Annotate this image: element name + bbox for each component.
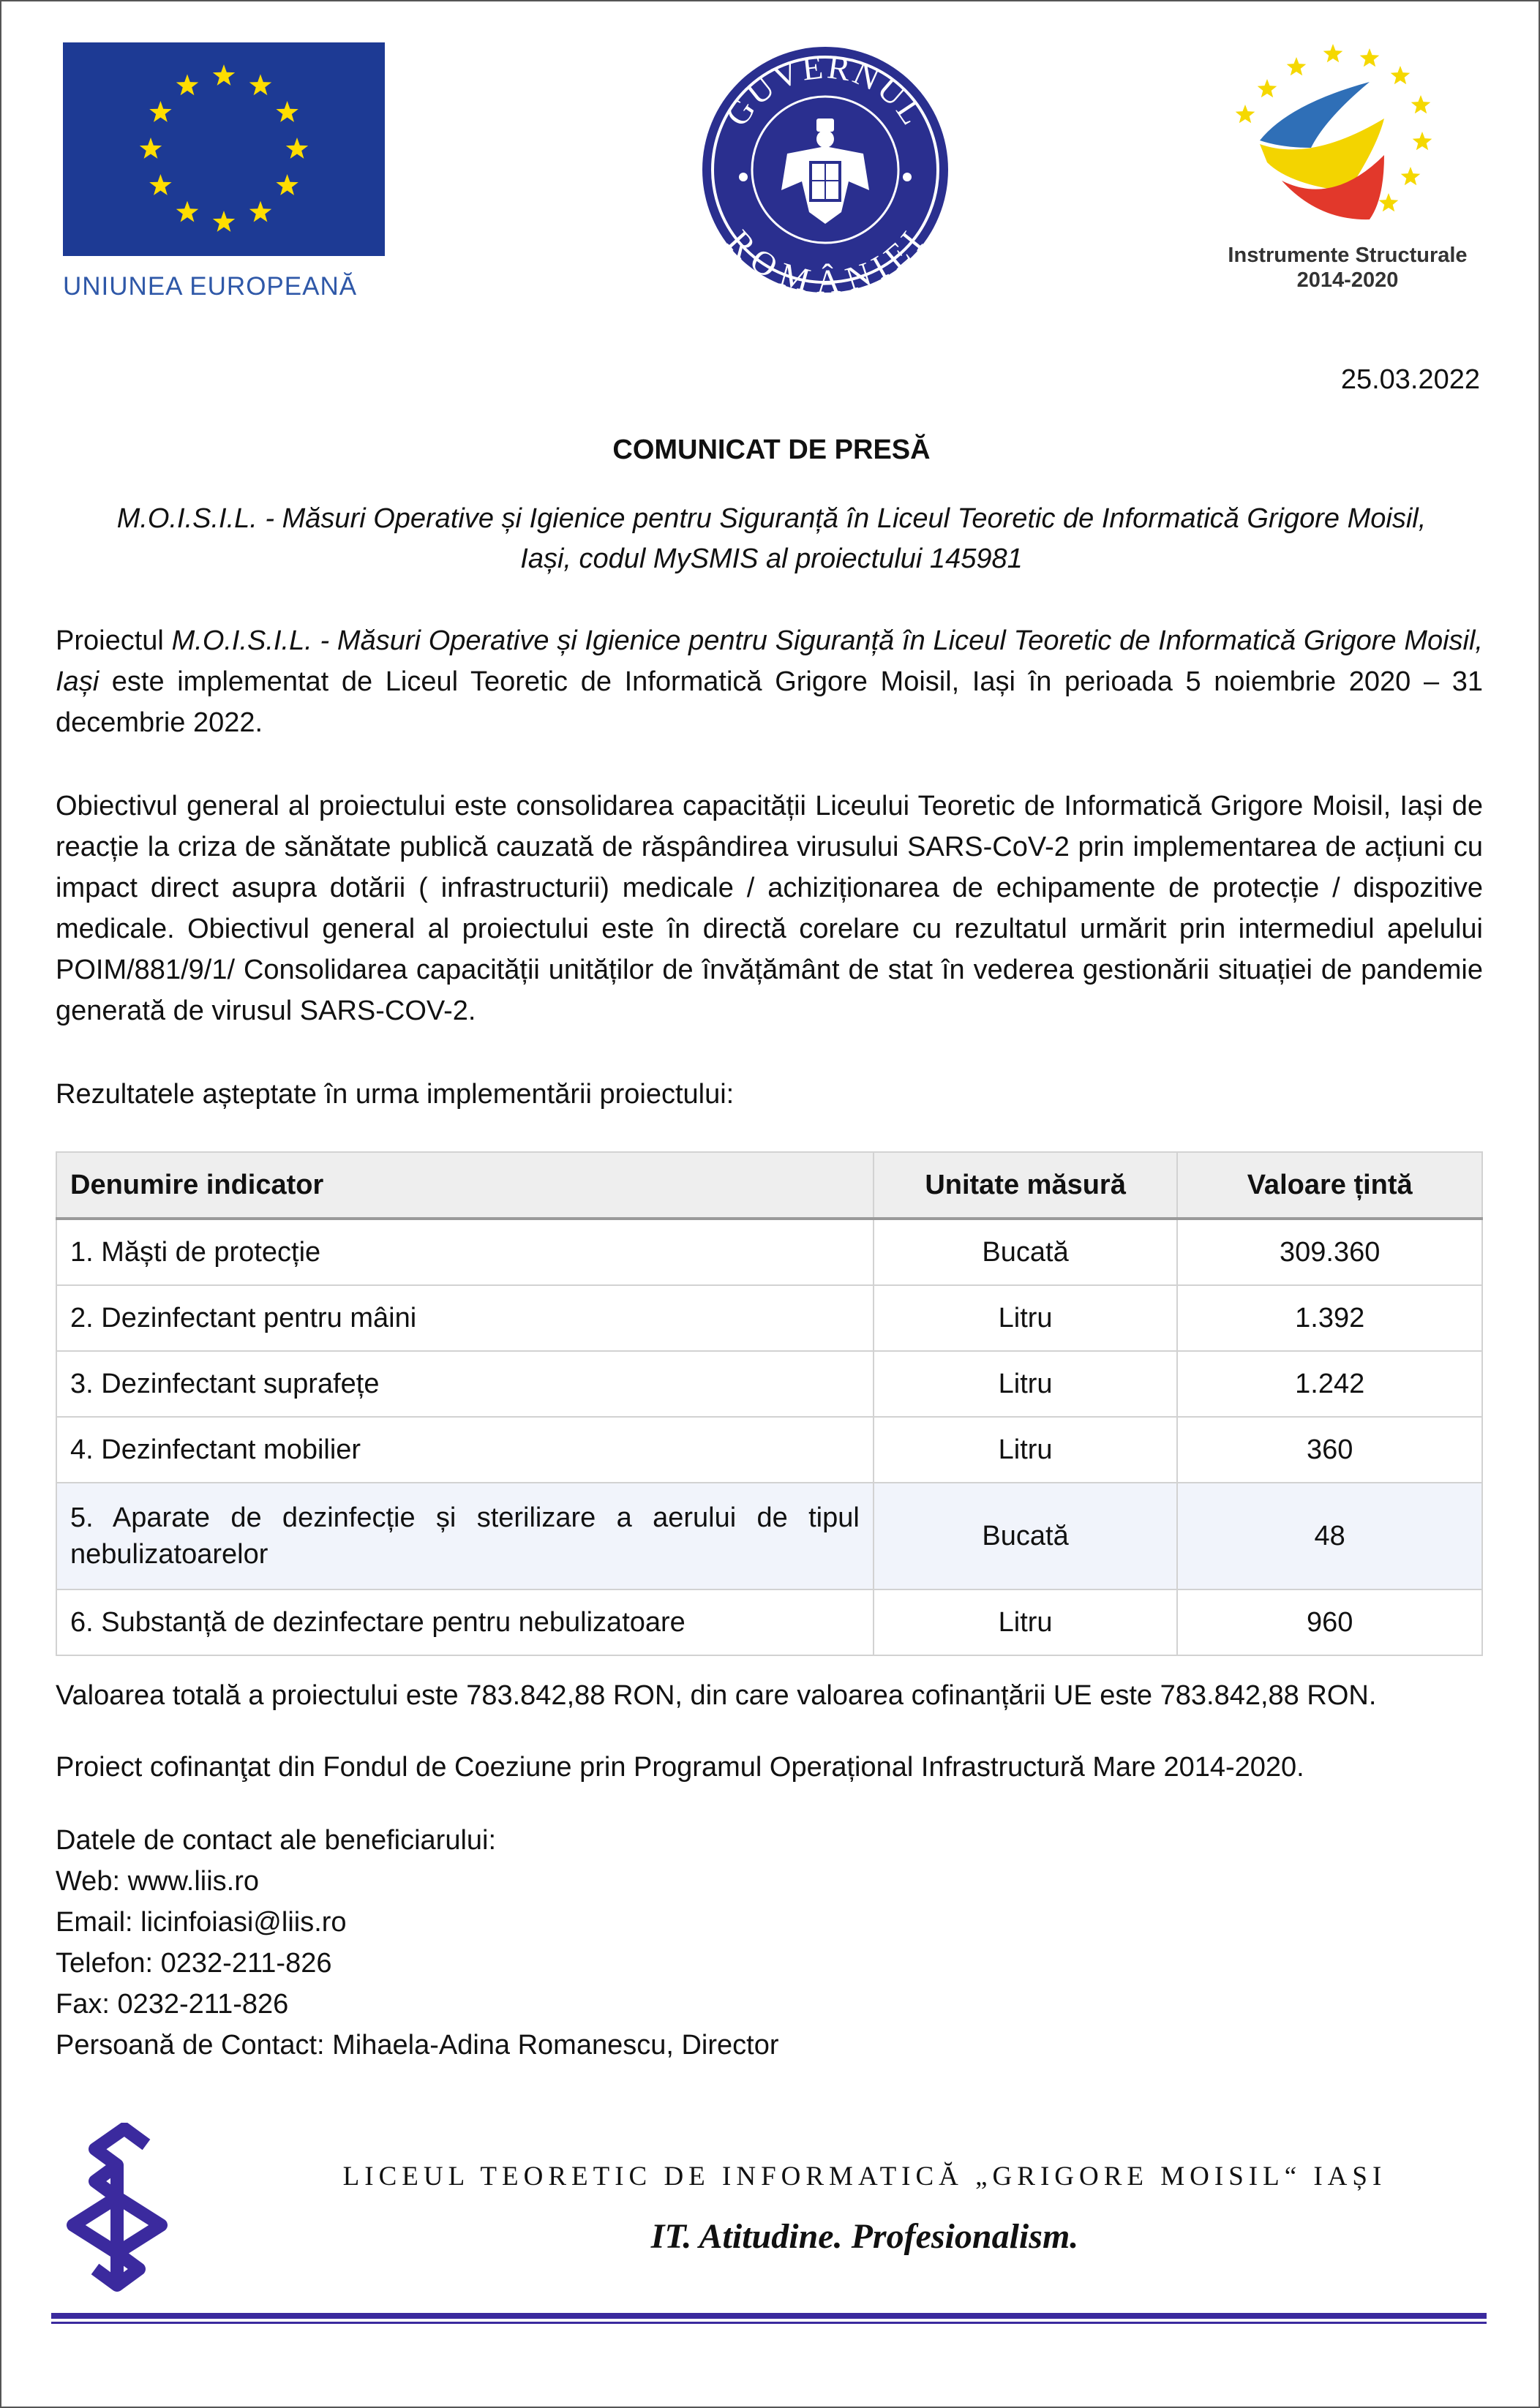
eu-star-icon (149, 174, 171, 195)
header-indicator-name: Denumire indicator (56, 1152, 874, 1219)
indicator-unit: Litru (874, 1351, 1178, 1417)
school-name: LICEUL TEORETIC DE INFORMATICĂ „GRIGORE MOISIL“ IAȘI (342, 2161, 1387, 2191)
eu-star-icon (176, 201, 198, 222)
table-header-row (56, 1152, 1482, 1219)
structural-instruments-logo (1201, 38, 1494, 301)
press-release-heading: COMUNICAT DE PRESĂ (612, 434, 931, 465)
is-star-icon (1411, 95, 1431, 113)
contact-title: Datele de contact ale beneficiarului: (56, 1825, 497, 1856)
press-release-date: 25.03.2022 (1340, 364, 1480, 395)
beneficiary-contact-block (56, 1820, 779, 2066)
cofinancing-paragraph: Proiect cofinanţat din Fondul de Coeziune prin Programul Operațional Infrastructură Mare 2014-2020. (56, 1752, 1304, 1783)
contact-fax: Fax: 0232-211-826 (56, 1989, 289, 2020)
project-intro-paragraph (56, 620, 1483, 743)
indicator-name: 6. Substanță de dezinfectare pentru nebulizatoare (56, 1589, 874, 1655)
eu-star-icon (213, 64, 235, 86)
indicator-value: 1.242 (1177, 1351, 1482, 1417)
school-logo-icon (44, 2123, 190, 2298)
indicator-unit: Bucată (874, 1219, 1178, 1285)
indicator-unit: Litru (874, 1417, 1178, 1483)
eu-star-icon (276, 174, 298, 195)
indicator-unit: Litru (874, 1285, 1178, 1351)
eu-star-icon (176, 74, 198, 95)
school-motto: IT. Atitudine. Profesionalism. (650, 2217, 1079, 2256)
seal-text-bottom: ROMÂNIEI (720, 222, 931, 296)
indicator-name: 3. Dezinfectant suprafețe (56, 1351, 874, 1417)
table-row (56, 1285, 1482, 1351)
indicator-name: 1. Măști de protecție (56, 1219, 874, 1285)
contact-email: Email: licinfoiasi@liis.ro (56, 1907, 347, 1938)
seal-text-top: GUVERNUL (718, 48, 933, 133)
intro-prefix: Proiectul (56, 625, 172, 656)
eu-logo (63, 42, 385, 301)
indicator-unit: Litru (874, 1589, 1178, 1655)
intro-suffix: este implementat de Liceul Teoretic de Informatică Grigore Moisil, Iași în perioada 5 noiembrie 2020 – 31 decembrie 2022. (56, 666, 1483, 738)
eu-star-icon (276, 101, 298, 122)
eu-flag-icon (63, 42, 385, 256)
eu-star-icon (249, 201, 271, 222)
table-row (56, 1589, 1482, 1655)
expected-results-label: Rezultatele așteptate în urma implementării proiectului: (56, 1079, 735, 1110)
is-star-icon (1323, 44, 1343, 62)
footer-divider-thin (51, 2322, 1487, 2324)
footer-divider (51, 2313, 1487, 2319)
indicator-value: 360 (1177, 1417, 1482, 1483)
is-star-icon (1413, 132, 1432, 150)
is-caption-line1: Instrumente Structurale (1228, 244, 1468, 267)
eu-star-icon (149, 101, 171, 122)
indicator-name: 2. Dezinfectant pentru mâini (56, 1285, 874, 1351)
is-star-icon (1379, 193, 1399, 211)
is-star-icon (1236, 105, 1255, 123)
is-caption-line2: 2014-2020 (1296, 268, 1399, 292)
indicator-name: 5. Aparate de dezinfecție și sterilizare a aerului de tipul nebulizatoarelor (56, 1483, 874, 1589)
romanian-government-seal (699, 44, 951, 296)
indicator-value: 1.392 (1177, 1285, 1482, 1351)
table-row (56, 1351, 1482, 1417)
header-unit: Unitate măsură (874, 1152, 1178, 1219)
eu-star-icon (140, 138, 162, 159)
structural-instruments-caption (1201, 243, 1494, 293)
indicator-value: 309.360 (1177, 1219, 1482, 1285)
eu-star-icon (249, 74, 271, 95)
project-value-paragraph: Valoarea totală a proiectului este 783.842,88 RON, din care valoarea cofinanțării UE este 783.842,88 RON. (56, 1680, 1377, 1711)
indicator-unit: Bucată (874, 1483, 1178, 1589)
eu-star-icon (286, 138, 308, 159)
header-target-value: Valoare țintă (1177, 1152, 1482, 1219)
is-star-icon (1391, 66, 1411, 84)
indicator-value: 48 (1177, 1483, 1482, 1589)
is-star-icon (1287, 57, 1307, 75)
is-star-icon (1360, 48, 1380, 67)
eu-caption: UNIUNEA EUROPEANĂ (63, 272, 358, 301)
contact-web: Web: www.liis.ro (56, 1866, 260, 1897)
table-row (56, 1483, 1482, 1589)
eu-star-icon (213, 211, 235, 232)
contact-phone: Telefon: 0232-211-826 (56, 1948, 332, 1979)
table-row (56, 1219, 1482, 1285)
is-star-icon (1258, 79, 1277, 97)
intro-project-name: M.O.I.S.I.L. - Măsuri Operative și Igienice pentru Siguranță în Liceul Teoretic de Informatică Grigore Moisil, Iași (56, 625, 1483, 697)
indicator-value: 960 (1177, 1589, 1482, 1655)
indicators-table (56, 1151, 1483, 1656)
project-objective-paragraph: Obiectivul general al proiectului este consolidarea capacității Liceului Teoretic de Informatică Grigore Moisil, Iași de reacție la criza de sănătate publică cauzată de răspândirea virusului SARS-CoV-2 prin implementarea de acțiuni cu impact direct asupra dotării ( infrastructurii) medicale / achiziționarea de echipamente de protecție / dispozitive medicale. Obiectivul general al proiectului este în directă corelare cu rezultatul urmărit prin intermediul apelului POIM/881/9/1/ Consolidarea capacității unităților de învățământ de stat în vederea gestionării situației de pandemie generată de virusul SARS-COV-2. (56, 791, 1483, 1026)
indicator-name: 4. Dezinfectant mobilier (56, 1417, 874, 1483)
table-row (56, 1417, 1482, 1483)
project-subtitle: M.O.I.S.I.L. - Măsuri Operative și Igienice pentru Siguranță în Liceul Teoretic de Informatică Grigore Moisil, Iași, codul MySMIS al proiectului 145981 (116, 503, 1427, 574)
contact-person: Persoană de Contact: Mihaela-Adina Romanescu, Director (56, 2030, 779, 2061)
is-star-icon (1401, 167, 1421, 185)
